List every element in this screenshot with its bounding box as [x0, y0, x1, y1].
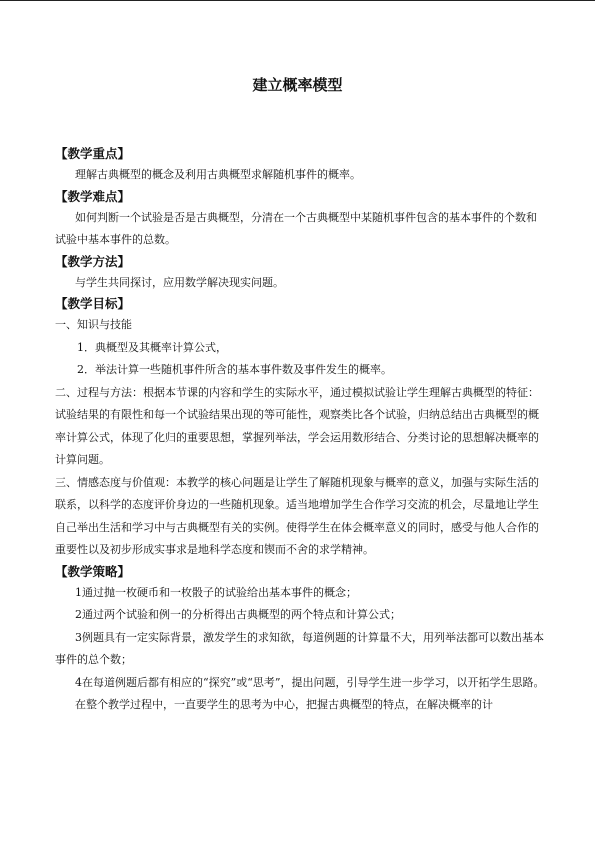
top-rule	[0, 0, 595, 1]
section-heading-difficulty: 【教学难点】	[55, 188, 131, 204]
focus-text: 理解古典概型的概念及利用古典概型求解随机事件的概率。	[75, 168, 361, 181]
strategy-item-2: 2通过两个试验和例一的分析得出古典概型的两个特点和计算公式；	[75, 608, 401, 621]
strategy-item-4: 4在每道例题后都有相应的“探究”或“思考”，提出问题，引导学生进一步学习，以开拓学生思路。	[75, 675, 545, 689]
goals-process-text: 二、过程与方法：根据本节课的内容和学生的实际水平，通过模拟试验让学生理解古典概型的特征：试验结果的有限性和每一个试验结果出现的等可能性，观察类比各个试验，归纳总结出古典概型的概率计算公式，体现了化归的重要思想，掌握列举法，学会运用数形结合、分类讨论的思想解决概率的计算问题。	[55, 385, 539, 466]
page-title: 建立概率模型	[252, 76, 343, 94]
strategy-item-3: 3例题具有一定实际背景，激发学生的求知欲，每道例题的计算量不大，用列举法都可以数出基本事件的总个数；	[55, 630, 544, 666]
difficulty-text: 如何判断一个试验是否是古典概型，分清在一个古典概型中某随机事件包含的基本事件的个数和试验中基本事件的总数。	[55, 210, 537, 246]
goals-knowledge-item-1: 1．典概型及其概率计算公式，	[77, 340, 227, 354]
strategy-item-1: 1通过抛一枚硬币和一枚骰子的试验给出基本事件的概念；	[75, 585, 357, 599]
method-text: 与学生共同探讨，应用数学解决现实问题。	[75, 275, 284, 289]
section-heading-goals: 【教学目标】	[55, 296, 131, 311]
section-heading-focus: 【教学重点】	[55, 146, 131, 161]
goals-knowledge-title: 一、知识与技能	[55, 318, 132, 331]
goals-attitude-text: 三、情感态度与价值观：本教学的核心问题是让学生了解随机现象与概率的意义，加强与实际生活的联系，以科学的态度评价身边的一些随机现象。适当地增加学生合作学习交流的机会，尽量地让学生自己举出生活和学习中与古典概型有关的实例。使得学生在体会概率意义的同时，感受与他人合作的重要性以及初步形成实事求是地科学态度和锲而不舍的求学精神。	[55, 475, 539, 556]
goals-knowledge-item-2: 2．举法计算一些随机事件所含的基本事件数及事件发生的概率。	[77, 363, 392, 376]
strategy-closing-text: 在整个教学过程中，一直要学生的思考为中心，把握古典概型的特点，在解决概率的计	[75, 698, 493, 711]
section-heading-strategy: 【教学策略】	[55, 563, 131, 579]
section-heading-method: 【教学方法】	[55, 253, 131, 269]
document-body	[55, 144, 545, 717]
